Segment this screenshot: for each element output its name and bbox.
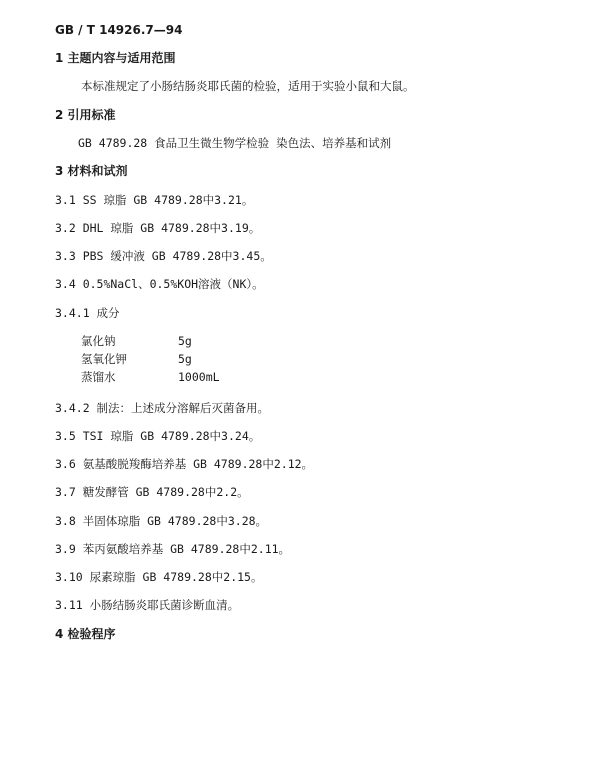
composition-name: 氯化钠 xyxy=(81,334,116,348)
item-3-1: 3.1 SS 琼脂 GB 4789.28中3.21。 xyxy=(55,193,254,207)
section-4-title: 4 检验程序 xyxy=(55,627,116,641)
composition-name: 蒸馏水 xyxy=(81,370,116,384)
item-3-3: 3.3 PBS 缓冲液 GB 4789.28中3.45。 xyxy=(55,249,272,263)
composition-name: 氢氧化钾 xyxy=(81,352,127,366)
composition-row xyxy=(81,370,220,384)
item-3-4: 3.4 0.5%NaCl、0.5%KOH溶液（NK）。 xyxy=(55,277,264,291)
item-3-10: 3.10 尿素琼脂 GB 4789.28中2.15。 xyxy=(55,570,263,584)
standard-code-header: GB / T 14926.7—94 xyxy=(55,23,183,37)
item-3-11: 3.11 小肠结肠炎耶氏菌诊断血清。 xyxy=(55,598,240,612)
item-3-4-1: 3.4.1 成分 xyxy=(55,306,120,320)
section-2-title: 2 引用标准 xyxy=(55,108,116,122)
item-3-5: 3.5 TSI 琼脂 GB 4789.28中3.24。 xyxy=(55,429,261,443)
composition-amount: 5g xyxy=(178,352,192,366)
composition-amount: 5g xyxy=(178,334,192,348)
item-3-7: 3.7 糖发酵管 GB 4789.28中2.2。 xyxy=(55,485,249,499)
section-3-title: 3 材料和试剂 xyxy=(55,164,128,178)
composition-amount: 1000mL xyxy=(178,370,220,384)
item-3-2: 3.2 DHL 琼脂 GB 4789.28中3.19。 xyxy=(55,221,261,235)
section-2-body: GB 4789.28 食品卫生微生物学检验 染色法、培养基和试剂 xyxy=(78,136,392,150)
composition-row xyxy=(81,352,192,366)
section-1-body: 本标准规定了小肠结肠炎耶氏菌的检验，适用于实验小鼠和大鼠。 xyxy=(81,79,415,93)
item-3-4-2: 3.4.2 制法：上述成分溶解后灭菌备用。 xyxy=(55,401,270,415)
item-3-8: 3.8 半固体琼脂 GB 4789.28中3.28。 xyxy=(55,514,268,528)
item-3-6: 3.6 氨基酸脱羧酶培养基 GB 4789.28中2.12。 xyxy=(55,457,314,471)
item-3-9: 3.9 苯丙氨酸培养基 GB 4789.28中2.11。 xyxy=(55,542,291,556)
section-1-title: 1 主题内容与适用范围 xyxy=(55,51,176,65)
composition-row xyxy=(81,334,192,348)
